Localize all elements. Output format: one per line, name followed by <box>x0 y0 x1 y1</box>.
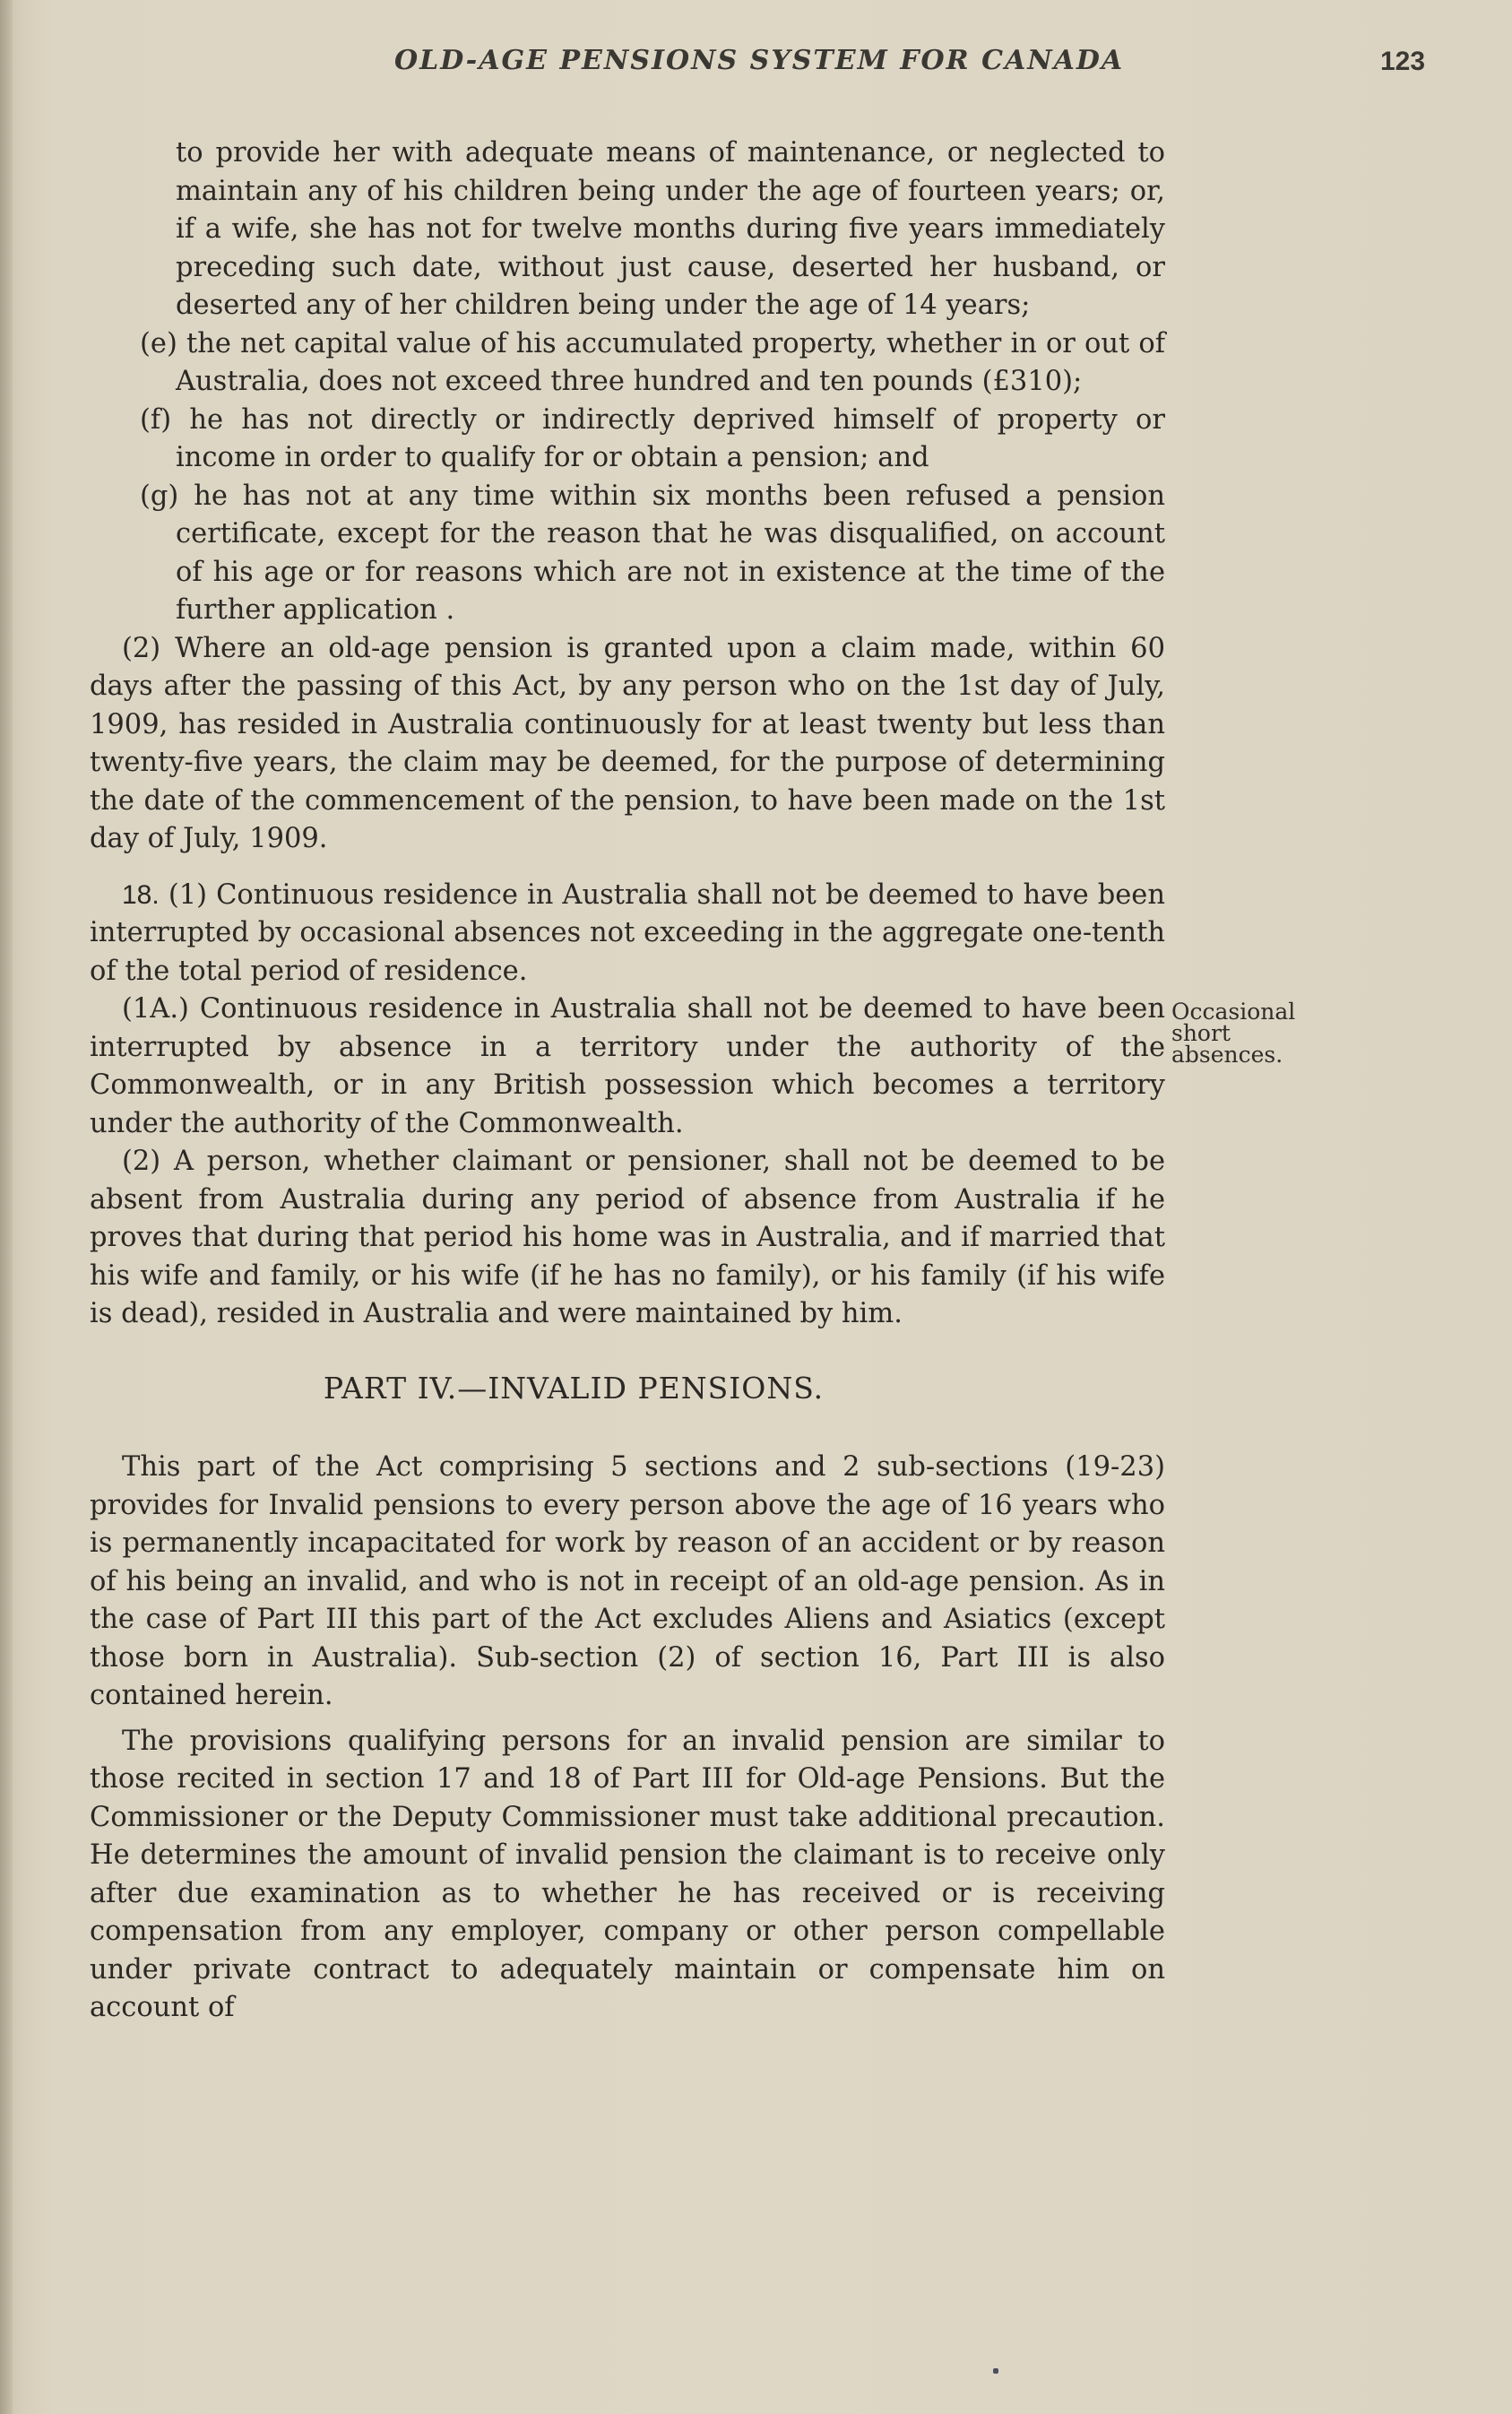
section-18-1a-paragraph: (1A.) Continuous residence in Australia shall not be deemed to have been interrupted by absence in a territory under the authority of the Commonwealth, or in any British possession which becomes a territory under the authority of the Commonwealth. <box>90 993 1165 1139</box>
clause-g: (g) he has not at any time within six months been refused a pension certificate, except for the reason that he was disqualified, on account of his age or for reasons which are not in existence at the time of the further application . <box>140 480 1165 626</box>
part-iv-paragraph-1: This part of the Act comprising 5 sections and 2 sub-sections (19-23) provides for Invalid pensions to every person above the age of 16 years who is permanently incapacitated for work by reason of an accident or by reason of his being an invalid, and who is not in receipt of an old-age pension. As in the case of Part III this part of the Act excludes Aliens and Asiatics (except those born in Australia). Sub-section (2) of section 16, Part III is also contained herein. <box>90 1451 1165 1711</box>
part-iv-heading: PART IV.—INVALID PENSIONS. <box>323 1370 825 1406</box>
clause-e: (e) the net capital value of his accumulated property, whether in or out of Australia, does not exceed three hundred and ten pounds (£310); <box>140 327 1165 397</box>
page-number: 123 <box>1380 47 1426 76</box>
binding-edge <box>0 0 13 2414</box>
clause-f: (f) he has not directly or indirectly deprived himself of property or income in order to qualify for or obtain a pension; and <box>140 403 1165 473</box>
body-text <box>90 134 1165 2028</box>
continuation-paragraph: to provide her with adequate means of maintenance, or neglected to maintain any of his children being under the age of fourteen years; or, if a wife, she has not for twelve months during five years immediately preceding such date, without just cause, deserted her husband, or deserted any of her children being under the age of 14 years; <box>176 137 1165 321</box>
section-18-text: (1) Continuous residence in Australia shall not be deemed to have been interrupted by occasional absences not exceeding in the aggregate one-tenth of the total period of residence. <box>90 878 1165 987</box>
margin-note-occasional-absences: Occasional short absences. <box>1171 999 1296 1068</box>
running-title: OLD-AGE PENSIONS SYSTEM FOR CANADA <box>394 45 1125 76</box>
section-18-paragraph <box>90 877 1165 991</box>
subsection-2-paragraph: (2) Where an old-age pension is granted upon a claim made, within 60 days after the passing of this Act, by any person who on the 1st day of July, 1909, has resided in Australia continuously for at least twenty but less than twenty-five years, the claim may be deemed, for the purpose of determining the date of the commencement of the pension, to have been made on the 1st day of July, 1909. <box>90 632 1165 854</box>
section-18-2-paragraph: (2) A person, whether claimant or pensioner, shall not be deemed to be absent from Australia during any period of absence from Australia if he proves that during that period his home was in Australia, and if married that his wife and family, or his wife (if he has no family), or his family (if his wife is dead), resided in Australia and were maintained by him. <box>90 1146 1165 1329</box>
section-18-number: 18. <box>122 879 160 910</box>
paper-speck <box>993 2368 998 2374</box>
part-iv-paragraph-2: The provisions qualifying persons for an invalid pension are similar to those recited in section 17 and 18 of Part III for Old-age Pensions. But the Commissioner or the Deputy Commissioner must take additional precaution. He determines the amount of invalid pension the claimant is to receive only after due examination as to whether he has received or is receiving compensation from any employer, company or other person compellable under private contract to adequately maintain or compensate him on account of <box>90 1725 1165 2023</box>
